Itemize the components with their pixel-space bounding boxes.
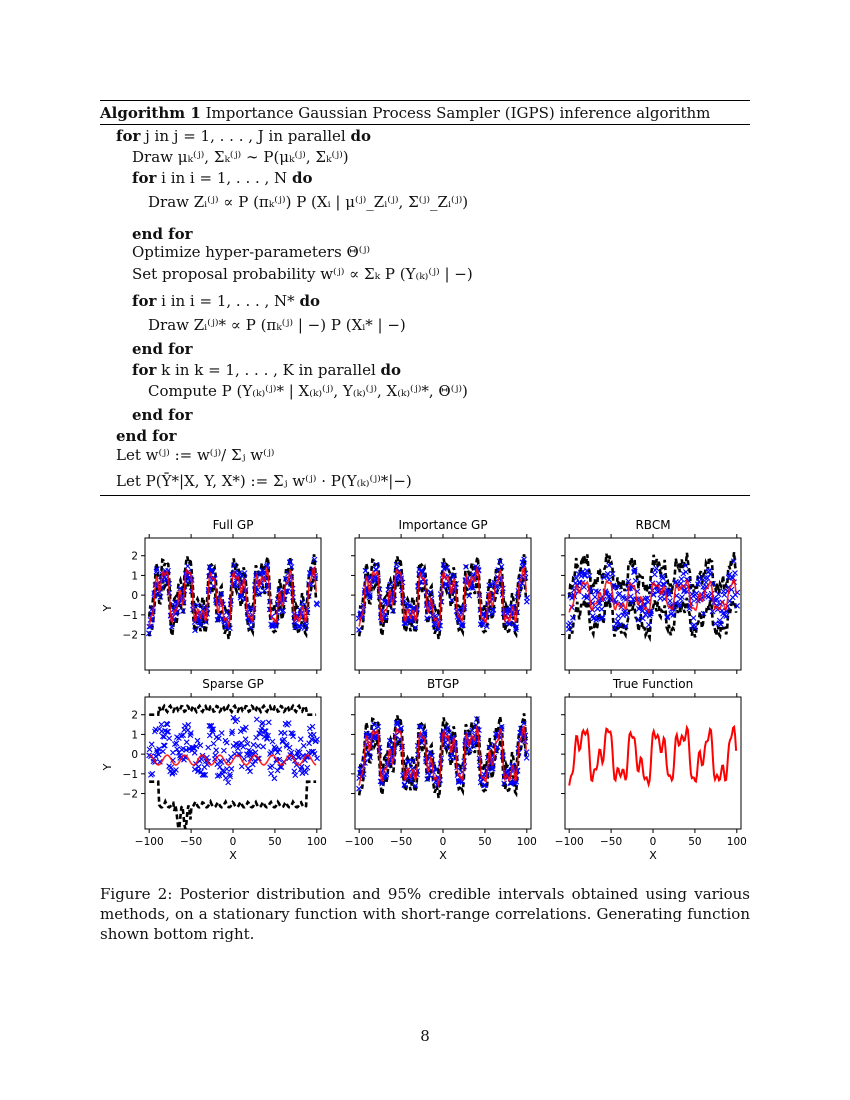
algorithm-line	[132, 340, 193, 358]
algorithm-line	[116, 427, 177, 445]
chart-panel	[565, 518, 741, 670]
sample-point	[616, 614, 621, 619]
sample-point	[282, 731, 287, 736]
x-tick-label: 50	[688, 836, 702, 848]
sample-point	[679, 577, 684, 582]
algorithm-line	[116, 446, 274, 464]
algorithm-line-text: Let P(Ȳ*|X, Y, X*) := Σⱼ w⁽ʲ⁾ · P(Y₍ₖ₎⁽ʲ⁾*|−)	[116, 472, 412, 490]
x-tick-label: −50	[600, 836, 623, 848]
sample-point	[668, 598, 673, 603]
sample-point	[269, 771, 274, 776]
chart-title: Importance GP	[398, 518, 488, 532]
algorithm-line-text: Draw Zᵢ⁽ʲ⁾* ∝ P (πₖ⁽ʲ⁾ | −) P (Xᵢ* | −)	[148, 316, 406, 334]
algorithm-keyword: for	[132, 361, 157, 379]
y-tick-label: 0	[131, 749, 138, 762]
chart-title: True Function	[612, 677, 694, 691]
upper-credible-line	[149, 706, 316, 715]
lower-credible-line	[149, 782, 316, 829]
algorithm-keyword: do	[350, 127, 371, 145]
true-function-line	[569, 727, 736, 786]
chart-panel	[101, 518, 321, 670]
sample-point	[254, 717, 259, 722]
algorithm-title-row	[100, 101, 750, 124]
x-tick-label: 100	[726, 836, 747, 848]
sample-point	[270, 764, 275, 769]
sample-point	[245, 741, 250, 746]
sample-point	[198, 743, 203, 748]
chart-title: RBCM	[635, 518, 671, 532]
sample-point	[315, 756, 320, 761]
algorithm-line	[116, 127, 371, 145]
sample-point	[256, 744, 261, 749]
y-tick-label: 2	[131, 550, 138, 563]
algorithm-mid-rule	[100, 124, 750, 125]
x-tick-label: 50	[478, 836, 492, 848]
y-axis-label: Y	[101, 604, 114, 612]
sample-point	[185, 564, 190, 569]
x-tick-label: −100	[554, 836, 584, 848]
x-axis-label: X	[649, 849, 657, 862]
sample-point	[282, 737, 287, 742]
sample-point	[704, 580, 709, 585]
sample-point	[149, 742, 154, 747]
sample-point	[243, 737, 248, 742]
sample-point	[251, 742, 256, 747]
chart-plot	[101, 677, 327, 862]
sample-point	[261, 744, 266, 749]
figure-caption: Figure 2: Posterior distribution and 95% credible intervals obtained using various methods, on a stationary function with short-range correlations. Generating function shown bottom right.	[100, 885, 750, 943]
algorithm-bottom-rule	[100, 495, 750, 496]
chart-plot	[344, 677, 537, 862]
sample-point	[691, 616, 696, 621]
chart-title: Full GP	[212, 518, 254, 532]
sample-point	[221, 748, 226, 753]
algorithm-keyword: for	[132, 169, 157, 187]
chart-plot	[355, 518, 531, 670]
x-tick-label: 0	[649, 836, 657, 848]
sample-point	[310, 724, 315, 729]
x-tick-label: 50	[268, 836, 282, 848]
sample-point	[270, 739, 275, 744]
algorithm-label: Algorithm 1	[100, 104, 201, 122]
sample-point	[192, 750, 197, 755]
algorithm-line	[132, 265, 473, 283]
algorithm-line	[148, 382, 468, 400]
algorithm-line	[116, 472, 412, 490]
chart-panel	[344, 677, 537, 862]
algorithm-line	[132, 169, 312, 187]
sample-point	[633, 578, 638, 583]
algorithm-line	[132, 361, 401, 379]
sample-point	[211, 741, 216, 746]
sample-point	[307, 726, 312, 731]
algorithm-keyword: end for	[132, 340, 193, 358]
algorithm-line-text: Compute P (Y₍ₖ₎⁽ʲ⁾* | X₍ₖ₎⁽ʲ⁾, Y₍ₖ₎⁽ʲ⁾, X₍ₖ₎⁽ʲ⁾*, Θ⁽ʲ⁾)	[148, 382, 468, 400]
sample-point	[652, 572, 657, 577]
page-number: 8	[420, 1027, 430, 1045]
sample-point	[206, 745, 211, 750]
sample-point	[707, 568, 712, 573]
sample-point	[733, 571, 738, 576]
x-tick-label: 0	[229, 836, 237, 848]
algorithm-line-text: Optimize hyper-parameters Θ⁽ʲ⁾	[132, 243, 371, 261]
x-tick-label: −100	[344, 836, 374, 848]
sample-point	[646, 622, 651, 627]
y-axis-label: Y	[101, 763, 114, 771]
sample-point	[593, 595, 598, 600]
y-tick-label: −1	[122, 609, 138, 622]
algorithm-line	[132, 243, 370, 261]
algorithm-line	[132, 148, 349, 166]
sample-point	[568, 621, 573, 626]
algorithm-line-text: Draw μₖ⁽ʲ⁾, Σₖ⁽ʲ⁾ ∼ P(μₖ⁽ʲ⁾, Σₖ⁽ʲ⁾)	[132, 148, 349, 166]
y-tick-label: −1	[122, 768, 138, 781]
sample-point	[239, 764, 244, 769]
chart-plot	[565, 518, 741, 670]
y-tick-label: −2	[122, 788, 138, 801]
axes-frame	[565, 697, 741, 829]
sample-point	[293, 773, 298, 778]
chart-title: Sparse GP	[202, 677, 264, 691]
algorithm-keyword: for	[116, 127, 141, 145]
sample-point	[214, 748, 219, 753]
chart-plot	[554, 677, 747, 862]
sample-point	[226, 780, 231, 785]
sample-point	[147, 747, 152, 752]
x-tick-label: 100	[306, 836, 327, 848]
algorithm-line	[132, 225, 193, 243]
sample-point	[301, 743, 306, 748]
chart-panel	[355, 518, 531, 670]
algorithm-line	[148, 193, 468, 211]
algorithm-line-text: Set proposal probability w⁽ʲ⁾ ∝ Σₖ P (Y₍ₖ₎⁽ʲ⁾ | −)	[132, 265, 473, 283]
x-axis-label: X	[439, 849, 447, 862]
sample-point	[305, 765, 310, 770]
y-tick-label: −2	[122, 629, 138, 642]
sample-point	[272, 776, 277, 781]
algorithm-keyword: do	[291, 169, 313, 187]
sample-point	[229, 766, 234, 771]
sample-point	[298, 737, 303, 742]
algorithm-line-text: j in j = 1, . . . , J in parallel	[140, 127, 351, 145]
x-tick-label: −50	[180, 836, 203, 848]
algorithm-line-text: i in i = 1, . . . , N*	[156, 292, 300, 310]
chart-title: BTGP	[426, 677, 460, 691]
algorithm-block	[100, 100, 750, 490]
algorithm-keyword: do	[299, 292, 320, 310]
sample-point	[184, 740, 189, 745]
x-tick-label: 100	[516, 836, 537, 848]
y-tick-label: 1	[131, 729, 138, 742]
sample-point	[722, 592, 727, 597]
y-tick-label: 0	[131, 590, 138, 603]
x-tick-label: −50	[390, 836, 413, 848]
sample-point	[170, 750, 175, 755]
algorithm-line-text: Let w⁽ʲ⁾ := w⁽ʲ⁾/ Σⱼ w⁽ʲ⁾	[116, 446, 275, 464]
algorithm-keyword: end for	[116, 427, 177, 445]
algorithm-keyword: end for	[132, 406, 193, 424]
sample-point	[680, 595, 685, 600]
sample-point	[167, 736, 172, 741]
algorithm-line-text: Draw Zᵢ⁽ʲ⁾ ∝ P (πₖ⁽ʲ⁾) P (Xᵢ | μ⁽ʲ⁾_Zᵢ⁽ʲ⁾, Σ⁽ʲ⁾_Zᵢ⁽ʲ⁾)	[148, 193, 469, 211]
y-tick-label: 2	[131, 709, 138, 722]
x-axis-label: X	[229, 849, 237, 862]
sample-point	[524, 599, 529, 604]
x-tick-label: 0	[439, 836, 447, 848]
sample-point	[224, 740, 229, 745]
chart-panel	[554, 677, 747, 862]
chart-plot	[101, 518, 321, 670]
sample-point	[195, 738, 200, 743]
algorithm-title: Importance Gaussian Process Sampler (IGPS) inference algorithm	[205, 104, 711, 122]
x-tick-label: −100	[134, 836, 164, 848]
algorithm-line	[132, 292, 320, 310]
algorithm-line-text: i in i = 1, . . . , N	[156, 169, 292, 187]
y-tick-label: 1	[131, 570, 138, 583]
posterior-samples	[147, 715, 320, 785]
sample-point	[266, 720, 271, 725]
sample-point	[228, 754, 233, 759]
algorithm-keyword: for	[132, 292, 157, 310]
algorithm-keyword: do	[380, 361, 402, 379]
sample-point	[219, 731, 224, 736]
algorithm-line	[132, 406, 193, 424]
algorithm-line-text: k in k = 1, . . . , K in parallel	[156, 361, 381, 379]
chart-panel	[101, 677, 327, 862]
sample-point	[599, 607, 604, 612]
algorithm-line	[148, 316, 406, 334]
algorithm-keyword: end for	[132, 225, 193, 243]
